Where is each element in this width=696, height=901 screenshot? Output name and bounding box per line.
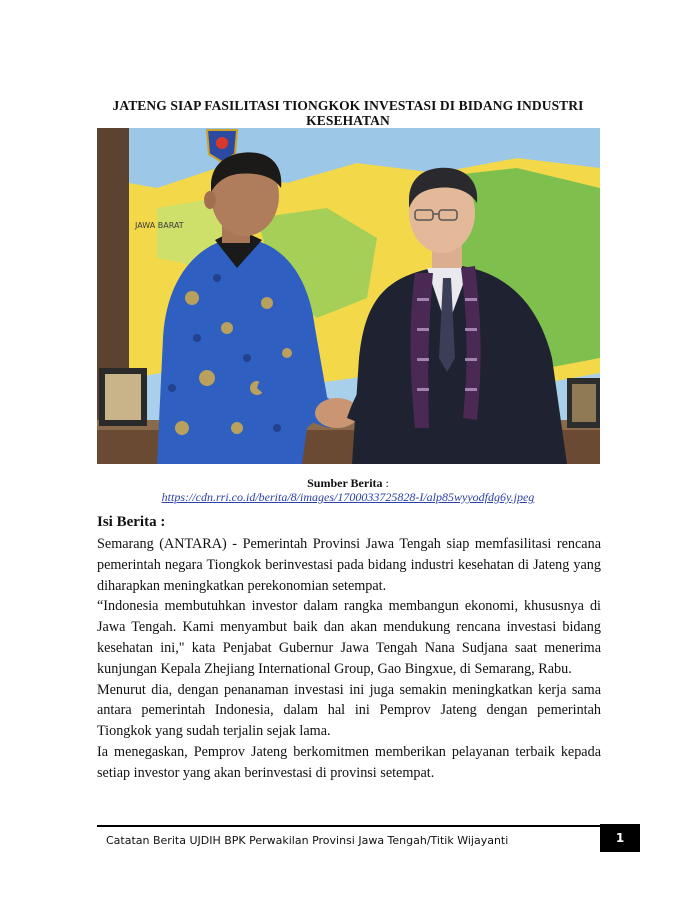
source-caption [96, 476, 600, 504]
source-colon: : [382, 476, 389, 490]
map-label: JAWA BARAT [135, 221, 184, 230]
paragraph-2: “Indonesia membutuhkan investor dalam rangka membangun ekonomi, khususnya di Jawa Tengah. Kami menyambut baik dan akan mendukung rencana investasi bidang kesehatan ini," kata Penjabat Gubernur Jawa Tengah Nana Sudjana saat menerima kunjungan Kepala Zhejiang International Group, Gao Bingxue, di Semarang, Rabu. [97, 598, 601, 677]
footer-divider [97, 825, 600, 827]
article-body [97, 534, 601, 784]
footer-text: Catatan Berita UJDIH BPK Perwakilan Provinsi Jawa Tengah/Titik Wijayanti [106, 834, 509, 847]
source-link[interactable]: https://cdn.rri.co.id/berita/8/images/1700033725828-I/alp85wyyodfdg6y.jpeg [161, 490, 535, 504]
paragraph-4: Ia menegaskan, Pemprov Jateng berkomitmen memberikan pelayanan terbaik kepada setiap investor yang akan berinvestasi di provinsi setempat. [97, 743, 601, 781]
content-heading: Isi Berita : [97, 514, 166, 530]
news-photo [97, 128, 600, 464]
handshake-photo-illustration [97, 128, 600, 464]
paragraph-1: Semarang (ANTARA) - Pemerintah Provinsi Jawa Tengah siap memfasilitasi rencana pemerintah negara Tiongkok berinvestasi pada bidang industri kesehatan di Jateng yang diharapkan meningkatkan perekonomian setempat. [97, 536, 601, 594]
source-label: Sumber Berita [307, 476, 383, 490]
article-title: JATENG SIAP FASILITASI TIONGKOK INVESTASI DI BIDANG INDUSTRI KESEHATAN [112, 98, 584, 128]
page-number: 1 [600, 824, 640, 852]
paragraph-3: Menurut dia, dengan penanaman investasi ini juga semakin meningkatkan kerja sama antara pemerintah Indonesia, dalam hal ini Pemprov Jateng dengan pemerintah Tiongkok yang sudah terjalin sejak lama. [97, 681, 601, 740]
